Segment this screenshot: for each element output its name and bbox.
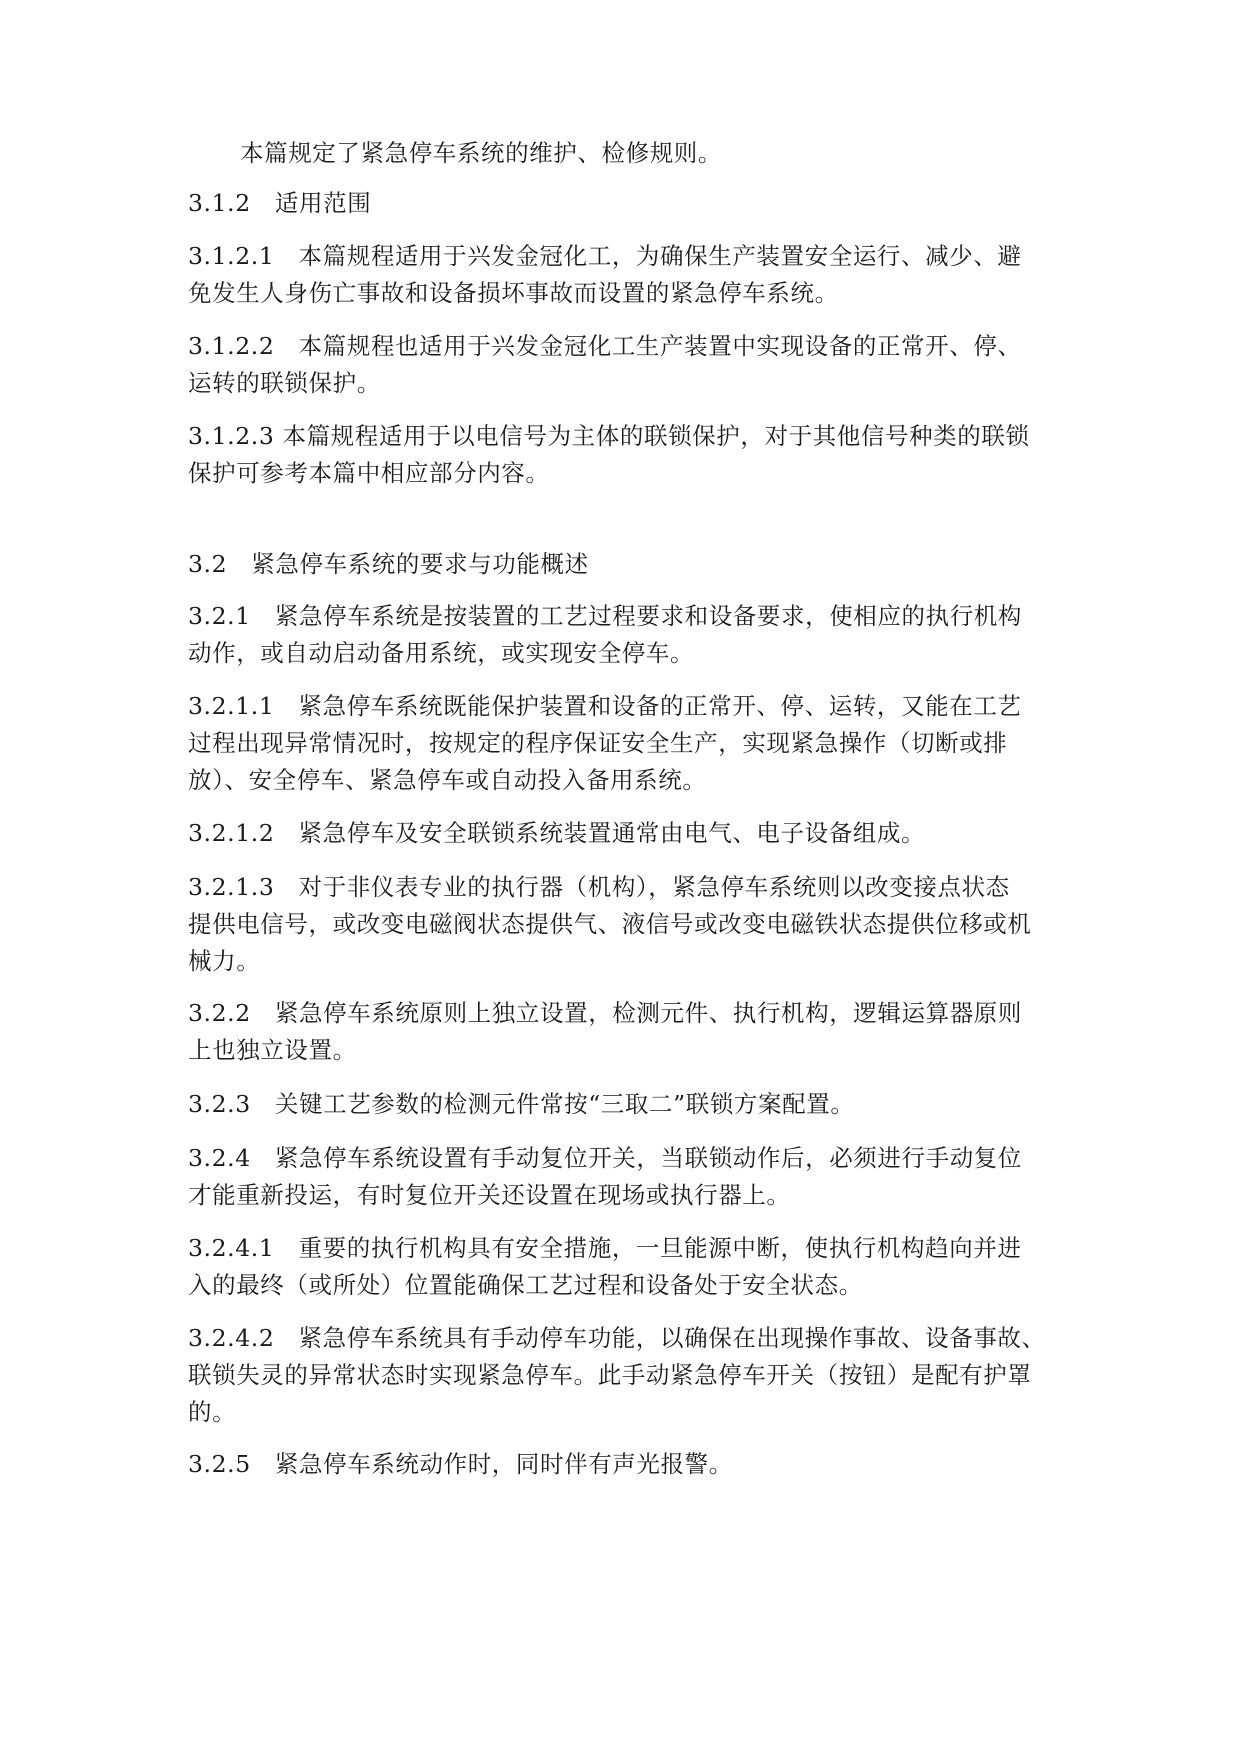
paragraph-line: 运转的联锁保护。: [188, 369, 381, 397]
paragraph-3-2-3: [188, 1086, 1063, 1123]
paragraph-line: 械力。: [188, 947, 261, 975]
paragraph-3-2-4-1: [188, 1230, 1063, 1304]
paragraph-line: 3.1.2.1 本篇规程适用于兴发金冠化工，为确保生产装置安全运行、减少、避: [188, 242, 1022, 270]
paragraph-line: 3.1.2 适用范围: [188, 189, 372, 217]
paragraph-3-2-2: [188, 995, 1063, 1069]
paragraph-line: 3.2.4.2 紧急停车系统具有手动停车功能，以确保在出现操作事故、设备事故、: [188, 1324, 1046, 1352]
paragraph-3-2-5: [188, 1446, 1063, 1483]
paragraph-line: 3.2.1.2 紧急停车及安全联锁系统装置通常由电气、电子设备组成。: [188, 819, 926, 847]
paragraph-line: 3.2 紧急停车系统的要求与功能概述: [188, 550, 589, 578]
paragraph-line: 提供电信号，或改变电磁阀状态提供气、液信号或改变电磁铁状态提供位移或机: [188, 910, 1032, 938]
paragraph-line: 3.2.1.1 紧急停车系统既能保护装置和设备的正常开、停、运转，又能在工艺: [188, 692, 1022, 720]
paragraph-3-1-2-1: [188, 238, 1063, 312]
paragraph-intro: [240, 135, 1063, 172]
paragraph-3-2-1: [188, 598, 1063, 672]
paragraph-line: 3.2.4 紧急停车系统设置有手动复位开关，当联锁动作后，必须进行手动复位: [188, 1144, 1022, 1172]
paragraph-line: 动作，或自动启动备用系统，或实现安全停车。: [188, 639, 695, 667]
paragraph-line: 3.1.2.2 本篇规程也适用于兴发金冠化工生产装置中实现设备的正常开、停、: [188, 332, 1022, 360]
paragraph-line: 免发生人身伤亡事故和设备损坏事故而设置的紧急停车系统。: [188, 279, 839, 307]
paragraph-line: 保护可参考本篇中相应部分内容。: [188, 459, 550, 487]
paragraph-line: 3.2.5 紧急停车系统动作时，同时伴有声光报警。: [188, 1450, 733, 1478]
paragraph-3-2-1-2: [188, 815, 1063, 852]
paragraph-line: 的。: [188, 1398, 237, 1426]
paragraph-line: 3.2.2 紧急停车系统原则上独立设置，检测元件、执行机构，逻辑运算器原则: [188, 999, 1022, 1027]
paragraph-3-2-4-2: [188, 1320, 1063, 1431]
paragraph-3-2-1-1: [188, 688, 1063, 799]
heading-3-1-2: [188, 185, 1063, 222]
paragraph-line: 上也独立设置。: [188, 1036, 357, 1064]
paragraph-line: 才能重新投运，有时复位开关还设置在现场或执行器上。: [188, 1181, 791, 1209]
paragraph-3-1-2-3: [188, 418, 1063, 492]
paragraph-line: 入的最终（或所处）位置能确保工艺过程和设备处于安全状态。: [188, 1271, 863, 1299]
paragraph-line: 放）、安全停车、紧急停车或自动投入备用系统。: [188, 766, 707, 794]
paragraph-line: 3.2.4.1 重要的执行机构具有安全措施，一旦能源中断，使执行机构趋向并进: [188, 1234, 1022, 1262]
paragraph-line: 3.2.1.3 对于非仪表专业的执行器（机构），紧急停车系统则以改变接点状态: [188, 873, 1010, 901]
paragraph-line: 3.2.1 紧急停车系统是按装置的工艺过程要求和设备要求，使相应的执行机构: [188, 602, 1022, 630]
paragraph-line: 过程出现异常情况时，按规定的程序保证安全生产，实现紧急操作（切断或排: [188, 729, 1008, 757]
paragraph-line: 本篇规定了紧急停车系统的维护、检修规则。: [240, 139, 722, 167]
paragraph-3-1-2-2: [188, 328, 1063, 402]
heading-3-2: [188, 546, 1063, 583]
paragraph-3-2-4: [188, 1140, 1063, 1214]
paragraph-line: 联锁失灵的异常状态时实现紧急停车。此手动紧急停车开关（按钮）是配有护罩: [188, 1361, 1032, 1389]
paragraph-line: 3.2.3 关键工艺参数的检测元件常按“三取二”联锁方案配置。: [188, 1090, 855, 1118]
paragraph-3-2-1-3: [188, 869, 1063, 980]
paragraph-line: 3.1.2.3 本篇规程适用于以电信号为主体的联锁保护，对于其他信号种类的联锁: [188, 422, 1030, 450]
